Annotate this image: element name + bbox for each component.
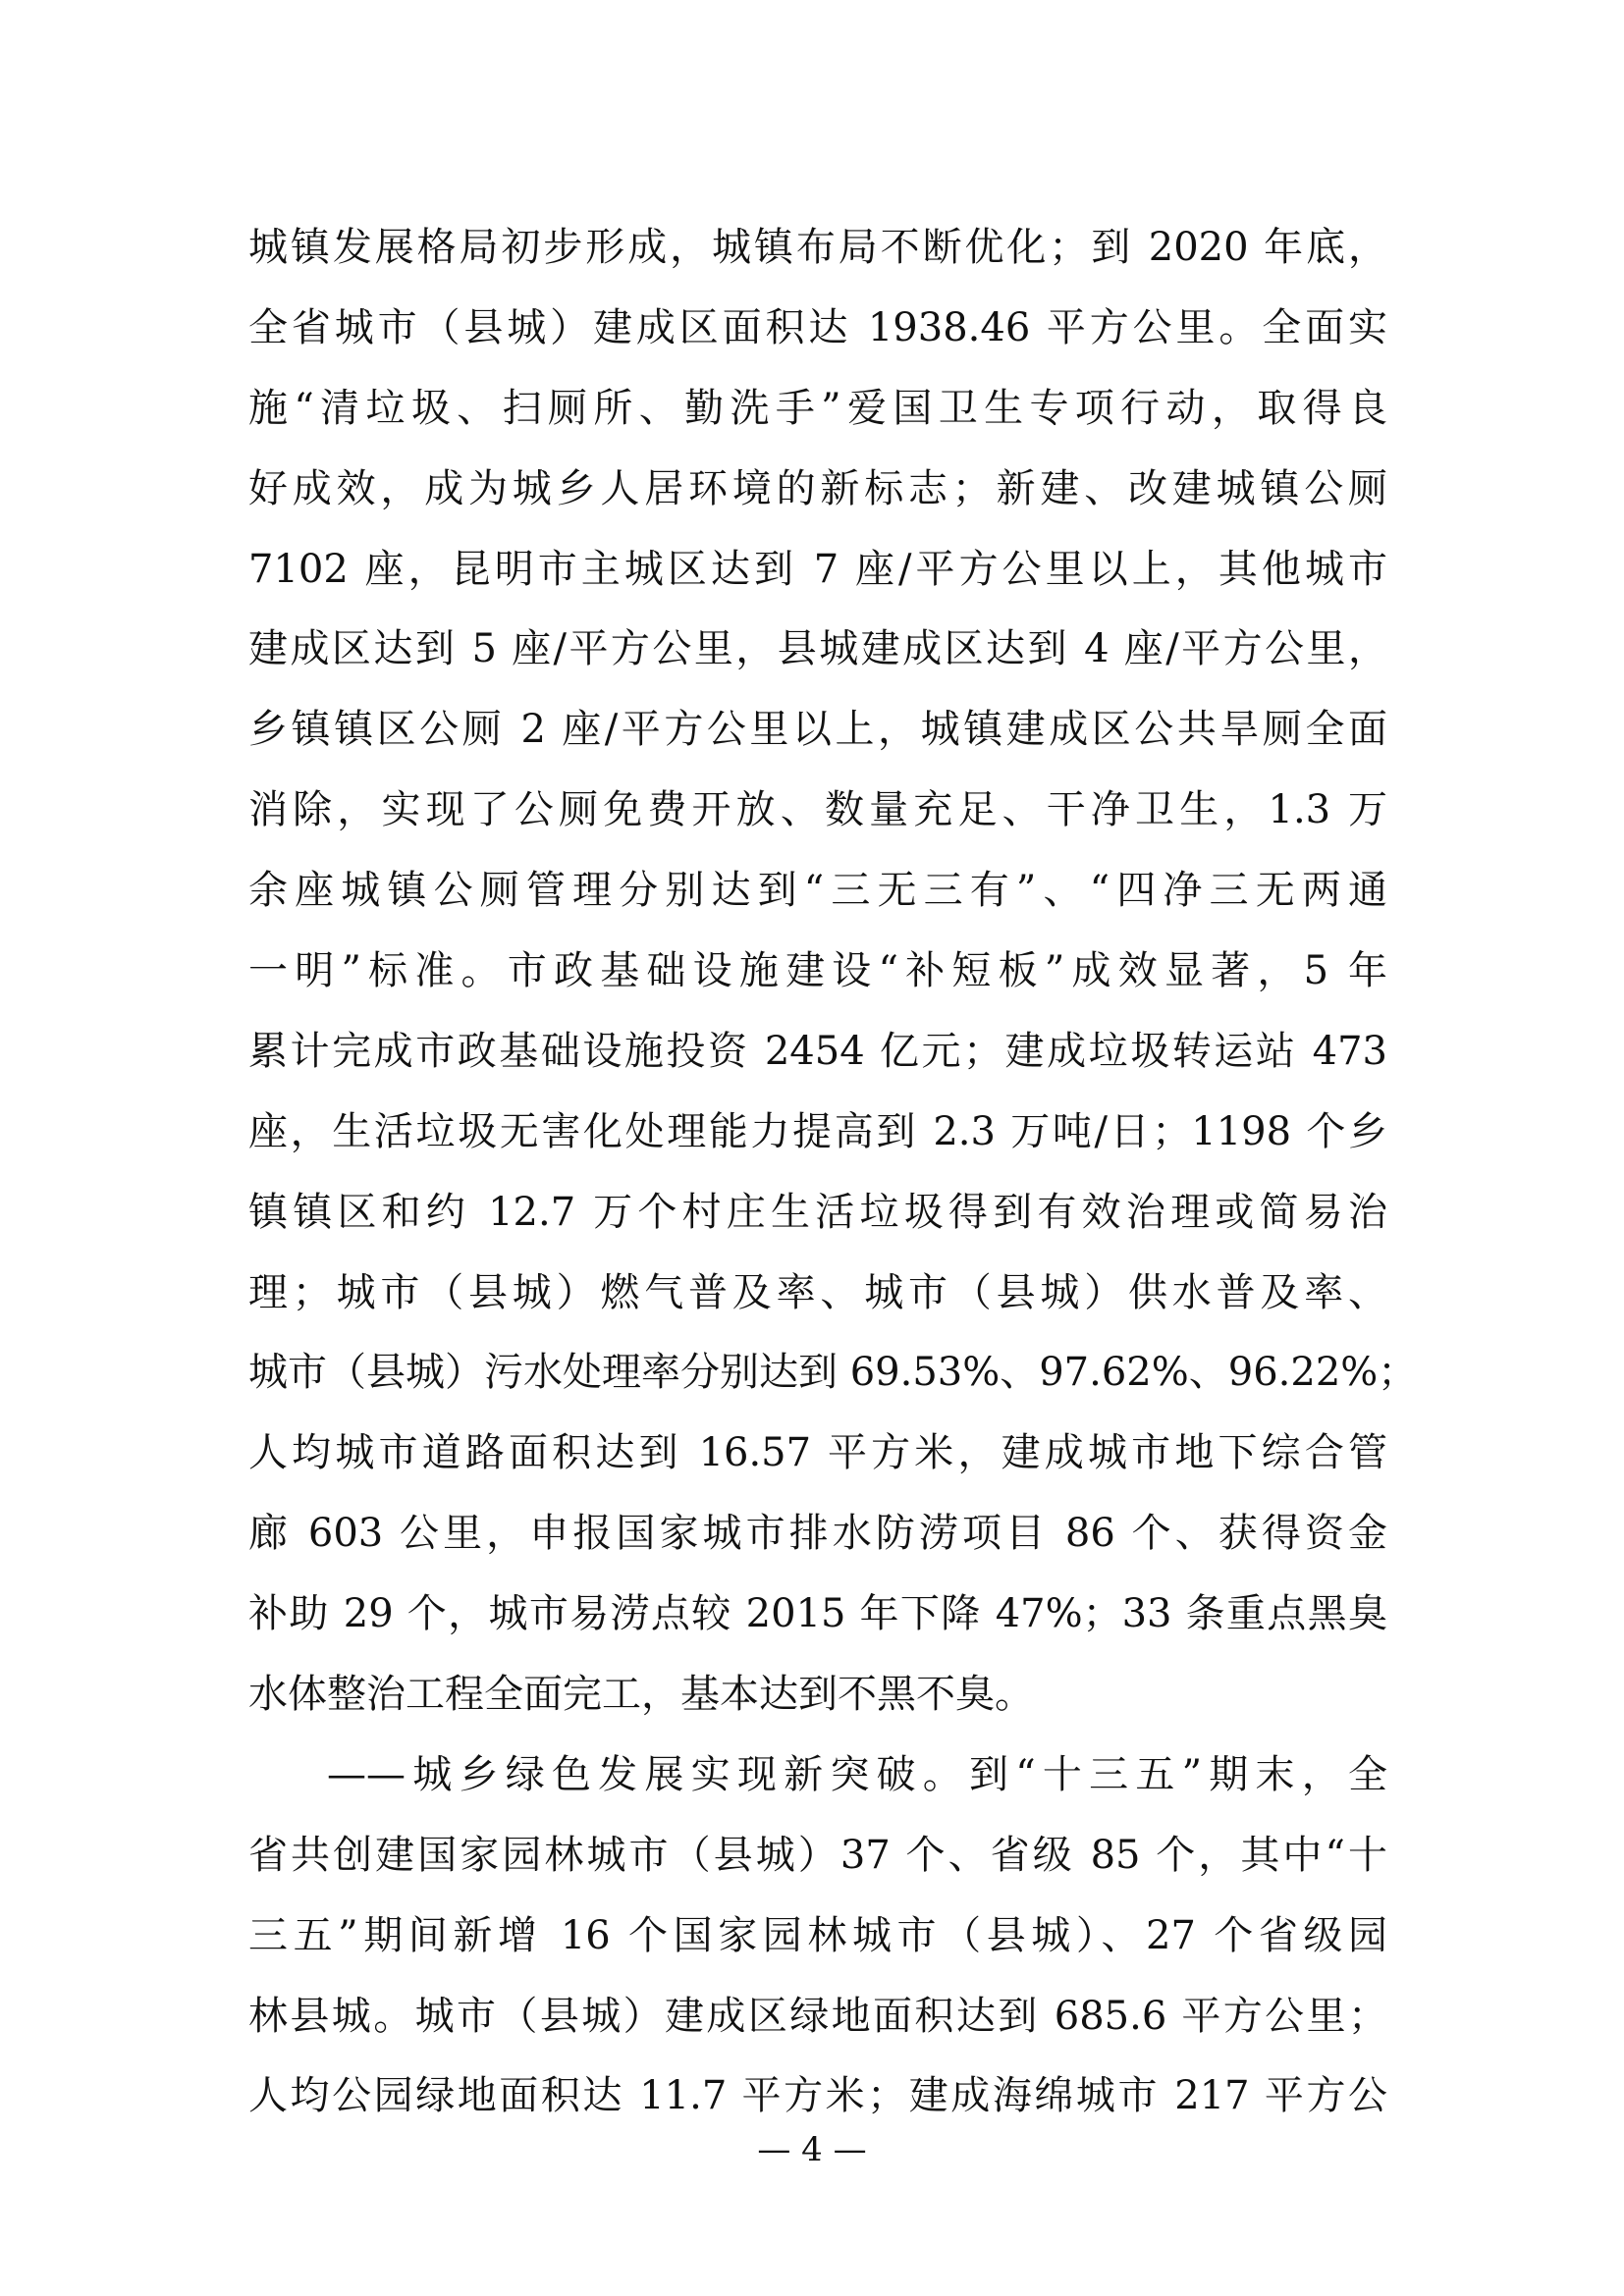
- text-line: ——城乡绿色发展实现新突破。到“十三五”期末，全: [327, 1751, 1387, 1797]
- text-line: 余座城镇公厕管理分别达到“三无三有”、“四净三无两通: [248, 868, 1387, 914]
- text-line: 水体整治工程全面完工，基本达到不黑不臭。: [248, 1672, 1034, 1718]
- text-line: 累计完成市政基础设施投资 2454 亿元；建成垃圾转运站 473: [248, 1028, 1387, 1074]
- page-number: — 4 —: [757, 2130, 867, 2169]
- text-line: 7102 座，昆明市主城区达到 7 座/平方公里以上，其他城市: [248, 546, 1387, 592]
- text-line: 座，生活垃圾无害化处理能力提高到 2.3 万吨/日；1198 个乡: [248, 1108, 1387, 1154]
- body-text: [248, 208, 1418, 2137]
- text-line: 人均城市道路面积达到 16.57 平方米，建成城市地下综合管: [248, 1430, 1387, 1476]
- text-line: 廊 603 公里，申报国家城市排水防涝项目 86 个、获得资金: [248, 1511, 1387, 1557]
- text-line: 施“清垃圾、扫厕所、勤洗手”爱国卫生专项行动，取得良: [248, 385, 1387, 431]
- text-line: 一明”标准。市政基础设施建设“补短板”成效显著，5 年: [248, 948, 1387, 994]
- text-line: 乡镇镇区公厕 2 座/平方公里以上，城镇建成区公共旱厕全面: [248, 707, 1387, 753]
- text-line: 全省城市（县城）建成区面积达 1938.46 平方公里。全面实: [248, 304, 1387, 350]
- text-line: 三五”期间新增 16 个国家园林城市（县城）、27 个省级园: [248, 1912, 1387, 1958]
- text-line: 城市（县城）污水处理率分别达到 69.53%、97.62%、96.22%；: [248, 1350, 1418, 1396]
- paragraph-green-development: [248, 1735, 1387, 2137]
- text-line: 人均公园绿地面积达 11.7 平方米；建成海绵城市 217 平方公: [248, 2073, 1387, 2119]
- text-line: 镇镇区和约 12.7 万个村庄生活垃圾得到有效治理或简易治: [248, 1189, 1387, 1235]
- text-line: 理；城市（县城）燃气普及率、城市（县城）供水普及率、: [248, 1269, 1387, 1315]
- text-line: 消除，实现了公厕免费开放、数量充足、干净卫生，1.3 万: [248, 787, 1387, 833]
- text-line: 省共创建国家园林城市（县城）37 个、省级 85 个，其中“十: [248, 1832, 1387, 1878]
- paragraph-urban-infrastructure: [248, 208, 1418, 1735]
- text-line: 好成效，成为城乡人居环境的新标志；新建、改建城镇公厕: [248, 465, 1387, 511]
- text-line: 林县城。城市（县城）建成区绿地面积达到 685.6 平方公里；: [248, 1993, 1387, 2039]
- text-line: 补助 29 个，城市易涝点较 2015 年下降 47%；33 条重点黑臭: [248, 1591, 1387, 1637]
- text-line: 建成区达到 5 座/平方公里，县城建成区达到 4 座/平方公里，: [248, 626, 1387, 672]
- text-line: 城镇发展格局初步形成，城镇布局不断优化；到 2020 年底，: [248, 225, 1387, 270]
